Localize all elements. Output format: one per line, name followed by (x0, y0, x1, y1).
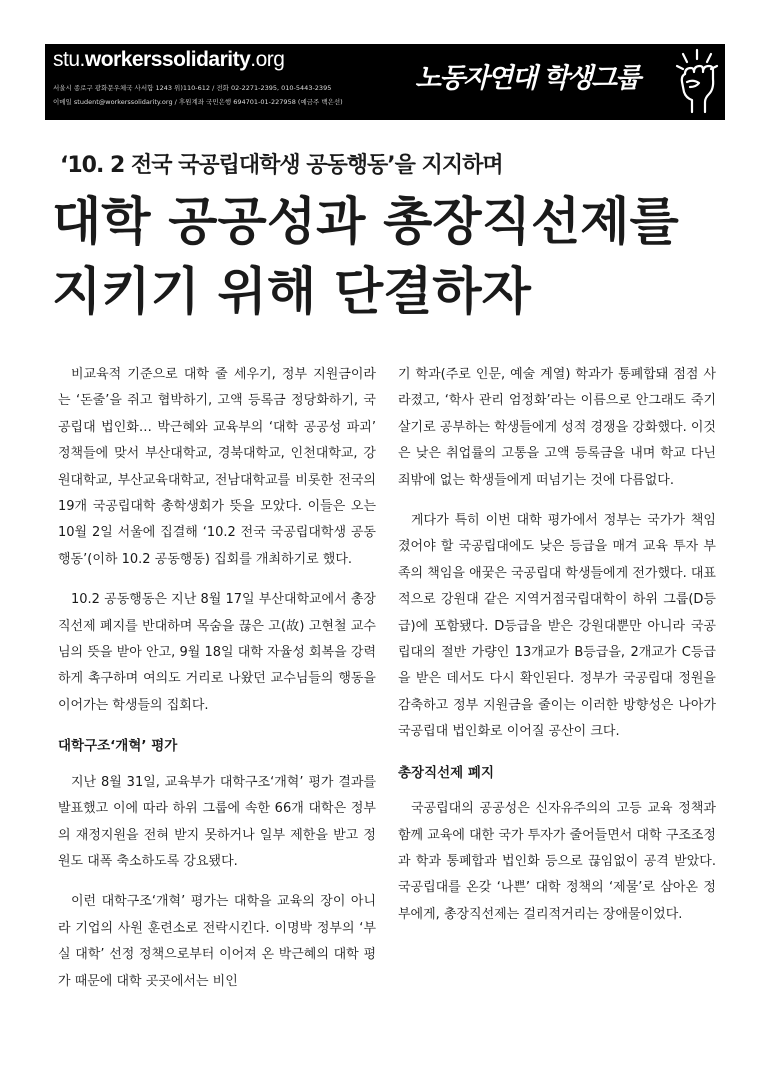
address-line: 서울시 종로구 광화문우체국 사서함 1243 위)110-612 / 전화 02-2271-2395, 010-5443-2395 (53, 84, 332, 92)
site-url-suffix: .org (250, 48, 285, 71)
paragraph: 게다가 특히 이번 대학 평가에서 정부는 국가가 책임졌어야 할 국공립대에도 낮은 등급을 매겨 교육 투자 부족의 책임을 애꿎은 국공립대 학생들에게 전가했다. 대표적으로 강원대 같은 지역거점국립대학이 하위 그룹(D등급)에 포함됐다. D등급을 받은 강원대뿐만 아니라 국공립대의 절반 가량인 13개교가 B등급을, 2개교가 C등급을 받은 데서도 다시 확인된다. 정부가 국공립대 정원을 감축하고 정부 지원금을 줄이는 이러한 방향성은 나아가 국공립대 법인화로 이어질 공산이 크다. (398, 513, 716, 740)
site-url[interactable] (53, 48, 284, 72)
header-banner (45, 44, 725, 120)
contact-line: 이메일 student@workerssolidarity.org / 후원계좌 국민은행 694701-01-227958 (예금주 백은선) (53, 98, 343, 106)
paragraph: 이런 대학구조‘개혁’ 평가는 대학을 교육의 장이 아니라 기업의 사원 훈련소로 전락시킨다. 이명박 정부의 ‘부실 대학’ 선정 정책으로부터 이어져 온 박근혜의 대학 평가 때문에 대학 곳곳에서는 비인 (58, 894, 376, 989)
paragraph: 10.2 공동행동은 지난 8월 17일 부산대학교에서 총장직선제 폐지를 반대하며 목숨을 끊은 고(故) 고현철 교수님의 뜻을 받아 안고, 9월 18일 대학 자율성 회복을 강력하게 촉구하며 여의도 거리로 나왔던 교수님들의 행동을 이어가는 학생들의 집회다. (58, 592, 376, 713)
section-heading: 대학구조‘개혁’ 평가 (58, 738, 178, 755)
paragraph: 지난 8월 31일, 교육부가 대학구조‘개혁’ 평가 결과를 발표했고 이에 따라 하위 그룹에 속한 66개 대학은 정부의 재정지원을 전혀 받지 못하거나 일부 제한을 받고 정원도 대폭 축소하도록 강요됐다. (58, 774, 376, 869)
section-heading: 총장직선제 폐지 (398, 764, 494, 781)
article-title-line: 지키기 위해 단결하자 (52, 263, 531, 322)
paragraph: 비교육적 기준으로 대학 줄 세우기, 정부 지원금이라는 ‘돈줄’을 쥐고 협박하기, 고액 등록금 정당화하기, 국공립대 법인화… 박근혜와 교육부의 ‘대학 공공성 파괴’ 정책들에 맞서 부산대학교, 경북대학교, 인천대학교, 강원대학교, 부산교육대학교, 전남대학교를 비롯한 전국의 19개 국공립대학 총학생회가 뜻을 모았다. 이들은 오는 10월 2일 서울에 집결해 ‘10.2 전국 국공립대학생 공동행동’(이하 10.2 공동행동) 집회를 개최하기로 했다. (58, 367, 376, 567)
paragraph: 기 학과(주로 인문, 예술 계열) 학과가 통폐합돼 점점 사라졌고, ‘학사 관리 엄정화’라는 이름으로 안그래도 죽기살기로 공부하는 학생들에게 성적 경쟁을 강화했다. 이것은 낮은 취업률의 고통을 고액 등록금을 내며 학교 다닌 죄밖에 없는 학생들에게 떠넘기는 것에 다름없다. (398, 367, 716, 488)
site-url-main: workerssolidarity (84, 48, 251, 71)
paragraph: 국공립대의 공공성은 신자유주의의 고등 교육 정책과 함께 교육에 대한 국가 투자가 줄어들면서 대학 구조조정과 학과 통폐합과 법인화 등으로 끊임없이 공격 받았다. 국공립대를 온갖 ‘나쁜’ 대학 정책의 ‘제물’로 삼아온 정부에게, 총장직선제는 걸리적거리는 장애물이었다. (398, 801, 716, 922)
article-title (52, 188, 679, 328)
article-subtitle: ‘10. 2 전국 국공립대학생 공동행동’을 지지하며 (60, 153, 503, 178)
brand-name: 노동자연대 학생그룹 (415, 63, 640, 94)
site-url-prefix: stu. (53, 48, 85, 71)
article-title-line: 대학 공공성과 총장직선제를 (52, 193, 679, 252)
left-column (58, 362, 376, 1009)
right-column (398, 362, 716, 942)
raised-fist-icon (673, 48, 721, 114)
